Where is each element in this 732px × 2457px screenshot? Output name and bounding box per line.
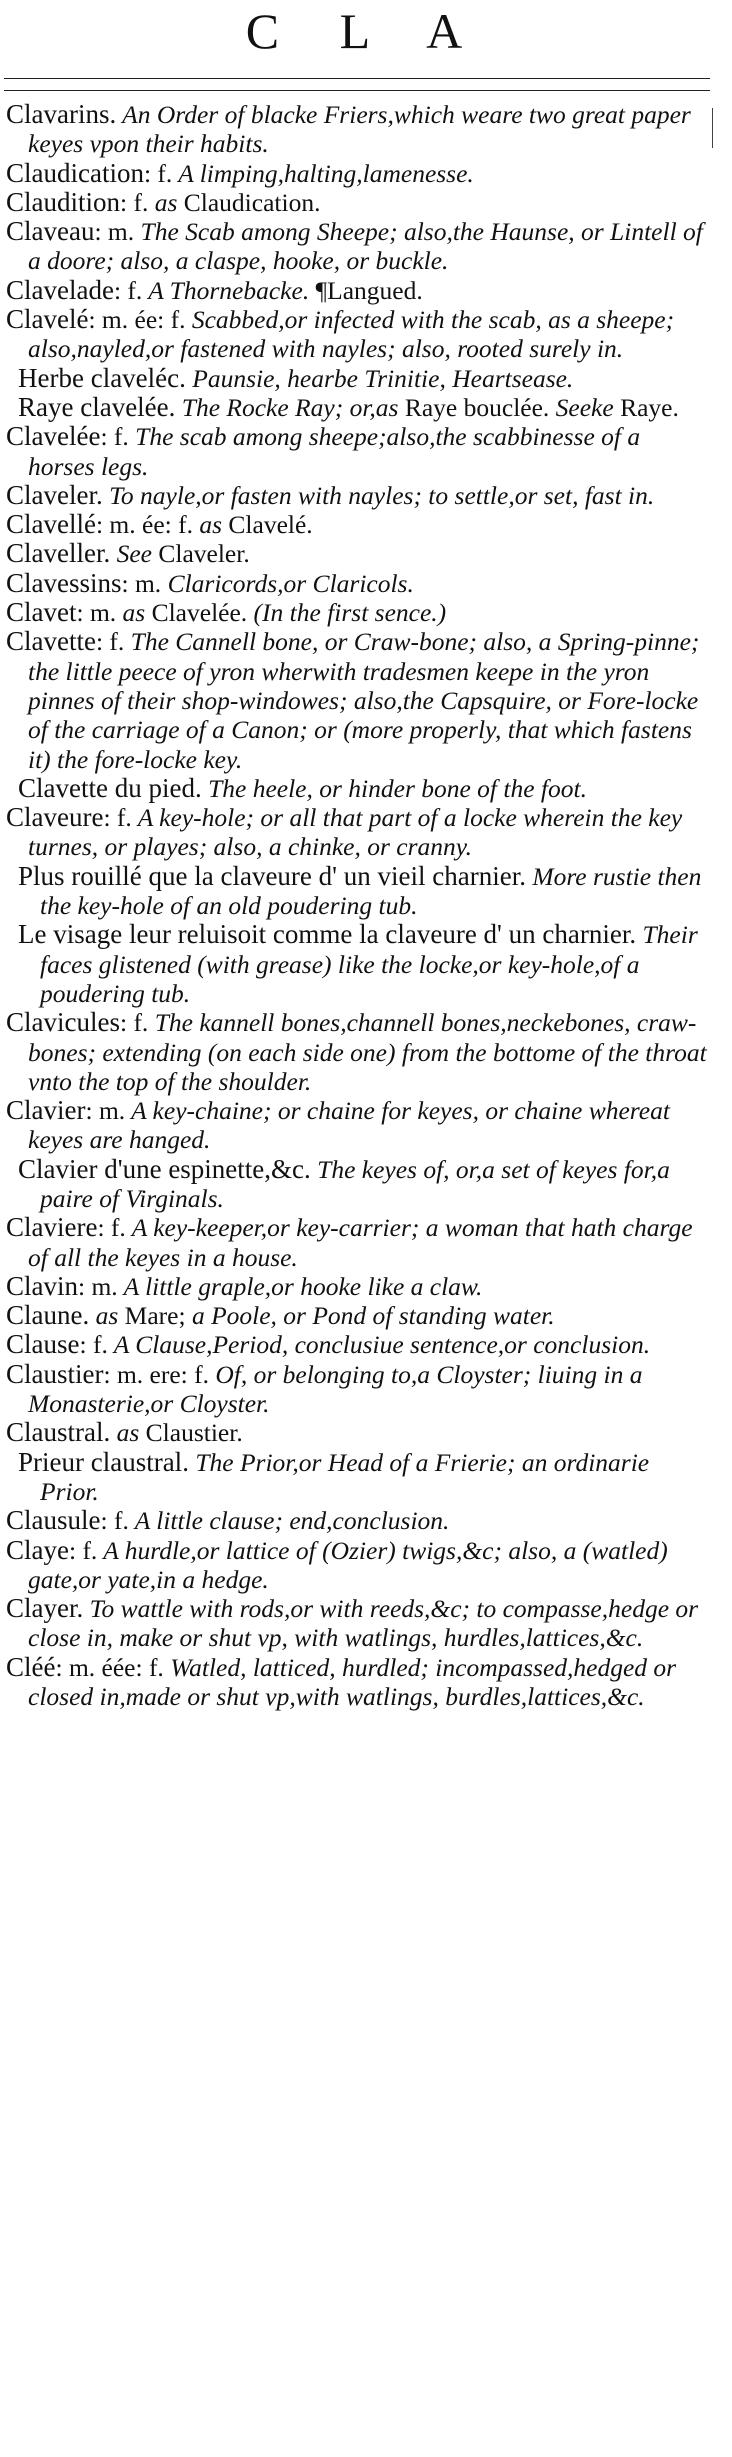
dictionary-entry bbox=[6, 567, 708, 598]
headword: Raye clavelée. bbox=[18, 391, 176, 422]
definition: The Prior,or Head of a Frierie; an ordinarie Prior. bbox=[40, 1447, 650, 1506]
headword: Claviere bbox=[6, 1212, 98, 1243]
headword: Cléé bbox=[6, 1651, 56, 1682]
dictionary-entry bbox=[6, 1270, 708, 1301]
cross-reference: Clavelée. bbox=[145, 598, 248, 628]
definition: A key-chaine; or chaine for keyes, or chaine whereat keyes are hanged. bbox=[28, 1096, 670, 1155]
headword: Clavelée bbox=[6, 421, 101, 452]
definition: The heele, or hinder bone of the foot. bbox=[201, 773, 587, 803]
dictionary-entry bbox=[6, 304, 708, 364]
definition: More rustie then the key-hole of an old poudering tub. bbox=[40, 861, 702, 921]
grammar-note: : f. bbox=[143, 158, 173, 188]
grammar-note: : f. bbox=[68, 1535, 98, 1565]
grammar-note: : f. bbox=[100, 422, 129, 452]
dictionary-entry bbox=[6, 157, 708, 188]
headword: Le visage leur reluisoit comme la claveure d' un charnier. bbox=[18, 919, 637, 950]
headword: Claveler. bbox=[6, 479, 103, 510]
grammar-note: : m. bbox=[94, 217, 135, 247]
definition: A limping,halting,lamenesse. bbox=[172, 158, 474, 188]
grammar-note: : m. bbox=[85, 1096, 126, 1126]
dictionary-entry bbox=[6, 1095, 708, 1155]
dictionary-entry bbox=[6, 421, 708, 481]
headword: Clause bbox=[6, 1329, 80, 1360]
running-head: C L A bbox=[245, 3, 487, 59]
definition: as bbox=[116, 598, 146, 628]
headword: Claudition bbox=[6, 186, 120, 217]
cross-reference: Claveler. bbox=[151, 539, 250, 569]
grammar-note: : f. bbox=[97, 1213, 126, 1243]
definition: A hurdle,or lattice of (Ozier) twigs,&c; also, a (watled) gate,or yate,in a hedge. bbox=[28, 1535, 668, 1594]
headword: Clavicules bbox=[6, 1007, 120, 1038]
headword: Clavarins. bbox=[6, 99, 117, 129]
definition: A Thornebacke. bbox=[142, 275, 310, 305]
headword: Claye bbox=[6, 1534, 69, 1565]
cross-reference: Claudication. bbox=[177, 187, 321, 217]
dictionary-entry bbox=[6, 626, 708, 774]
headword: Clausule bbox=[6, 1505, 101, 1536]
headword: Clavellé bbox=[6, 509, 96, 540]
headword: Clavelade bbox=[6, 274, 114, 305]
dictionary-entry bbox=[6, 1300, 708, 1331]
definition-continued: a Poole, or Pond of standing water. bbox=[185, 1301, 555, 1331]
headword: Clavier d'une espinette,&c. bbox=[18, 1153, 311, 1184]
sub-entry bbox=[18, 919, 708, 1008]
cross-reference: Clavelé. bbox=[222, 510, 313, 540]
definition-continued: (In the first sence.) bbox=[247, 598, 447, 628]
headword: Clavin bbox=[6, 1270, 78, 1301]
grammar-note: : m. ée: f. bbox=[95, 510, 193, 540]
definition: A little clause; end,conclusion. bbox=[128, 1506, 450, 1536]
headword: Prieur claustral. bbox=[18, 1446, 189, 1477]
definition: Watled, latticed, hurdled; incompassed,hedged or closed in,made or shut vp,with watlings, burdles,lattices,&c. bbox=[28, 1652, 677, 1712]
headword: Claveure bbox=[6, 802, 104, 833]
margin-mark bbox=[712, 108, 713, 148]
headword: Clavessins bbox=[6, 567, 122, 598]
grammar-note: : m. bbox=[76, 598, 117, 628]
dictionary-entry bbox=[6, 1417, 708, 1448]
dictionary-entry bbox=[6, 1534, 708, 1595]
grammar-note: : f. bbox=[120, 187, 149, 217]
cross-reference: Claustier. bbox=[139, 1418, 243, 1448]
definition: The kannell bones,channell bones,neckebones, craw-bones; extending (on each side one) from the bottome of the throat vnto the top of the shoulder. bbox=[28, 1008, 707, 1096]
grammar-note: : f. bbox=[103, 803, 132, 833]
definition: To nayle,or fasten with nayles; to settle,or set, fast in. bbox=[102, 480, 655, 510]
cross-reference: Raye bouclée. bbox=[398, 392, 550, 422]
headword: Clavette du pied. bbox=[18, 772, 202, 803]
definition: Claricords,or Claricols. bbox=[161, 568, 414, 598]
definition: The scab among sheepe;also,the scabbinesse of a horses legs. bbox=[28, 422, 641, 481]
headword: Clavet bbox=[6, 597, 77, 628]
definition: as bbox=[110, 1418, 140, 1448]
grammar-note: : m. ée: f. bbox=[88, 305, 186, 335]
header-rule-bottom bbox=[4, 90, 710, 91]
cross-reference: Mare; bbox=[118, 1301, 186, 1331]
definition: as bbox=[148, 187, 178, 217]
header-rule-top bbox=[4, 78, 710, 79]
sub-entry bbox=[18, 362, 708, 393]
cross-reference: ¶Langued. bbox=[309, 275, 423, 305]
headword: Clavelé bbox=[6, 304, 89, 335]
definition: A key-keeper,or key-carrier; a woman that hath charge of all the keyes in a house. bbox=[28, 1213, 693, 1272]
definition: The Scab among Sheepe; also,the Haunse, or Lintell of a doore; also, a claspe, hooke, or buckle. bbox=[28, 217, 703, 276]
headword: Herbe claveléc. bbox=[18, 362, 186, 393]
dictionary-entry bbox=[6, 509, 708, 540]
headword: Clavier bbox=[6, 1095, 86, 1126]
definition: A little graple,or hooke like a claw. bbox=[117, 1271, 483, 1301]
definition: Their faces glistened (with grease) like the locke,or key-hole,of a poudering tub. bbox=[40, 920, 698, 1008]
definition: Scabbed,or infected with the scab, as a sheepe; also,nayled,or fastened with nayles; also, rooted surely in. bbox=[28, 305, 675, 364]
dictionary-entry bbox=[6, 1007, 708, 1096]
grammar-note: : m. ere: f. bbox=[103, 1359, 209, 1389]
grammar-note: : m. bbox=[121, 568, 162, 598]
definition: The keyes of, or,a set of keyes for,a paire of Virginals. bbox=[40, 1154, 670, 1213]
dictionary-entry bbox=[6, 186, 708, 217]
cross-reference-2: Raye. bbox=[613, 392, 679, 422]
definition: The Cannell bone, or Craw-bone; also, a Spring-pinne; the little peece of yron wherwith tradesmen keepe in the yron pinnes of their shop-windowes; also,the Capsquire, or Fore-locke of the carriage of a Canon; or (more properly, that which fastens it) the fore-locke key. bbox=[28, 627, 700, 774]
dictionary-entry bbox=[6, 538, 708, 569]
dictionary-entry bbox=[6, 1651, 708, 1712]
dictionary-entry bbox=[6, 99, 708, 159]
grammar-note: : f. bbox=[95, 627, 125, 657]
dictionary-entry bbox=[6, 1505, 708, 1536]
sub-entry bbox=[18, 1446, 708, 1507]
sub-entry bbox=[18, 391, 708, 422]
definition-continued: Seeke bbox=[549, 392, 614, 422]
grammar-note: : f. bbox=[113, 275, 143, 305]
definition: The Rocke Ray; or,as bbox=[175, 392, 399, 422]
definition: See bbox=[110, 539, 152, 569]
dictionary-entry bbox=[6, 216, 708, 276]
dictionary-entry bbox=[6, 802, 708, 862]
dictionary-entry bbox=[6, 479, 708, 510]
dictionary-entry bbox=[6, 1212, 708, 1272]
dictionary-entry bbox=[6, 274, 708, 305]
headword: Clayer. bbox=[6, 1593, 84, 1624]
dictionary-entry bbox=[6, 597, 708, 628]
headword: Claveau bbox=[6, 216, 95, 247]
grammar-note: : m. bbox=[78, 1271, 118, 1301]
headword: Claustier bbox=[6, 1358, 104, 1389]
definition: Of, or belonging to,a Cloyster; liuing in a Monasterie,or Cloyster. bbox=[28, 1359, 643, 1419]
definition: An Order of blacke Friers,which weare two great paper keyes vpon their habits. bbox=[28, 100, 691, 159]
dictionary-entry bbox=[6, 1329, 708, 1360]
grammar-note: : f. bbox=[119, 1008, 149, 1038]
definition: A key-hole; or all that part of a locke wherein the key turnes, or playes; also, a chinke, or cranny. bbox=[28, 803, 683, 862]
headword: Claudication bbox=[6, 157, 144, 188]
definition: as bbox=[192, 510, 223, 540]
dictionary-entry bbox=[6, 1593, 708, 1653]
headword: Clavette bbox=[6, 626, 96, 657]
definition: A Clause,Period, conclusiue sentence,or conclusion. bbox=[107, 1330, 651, 1360]
headword: Plus rouillé que la claveure d' un vieil charnier. bbox=[18, 860, 526, 891]
definition: as bbox=[89, 1301, 119, 1331]
entries-column bbox=[6, 100, 708, 1711]
headword: Claveller. bbox=[6, 538, 111, 569]
grammar-note: : f. bbox=[79, 1330, 108, 1360]
headword: Claune. bbox=[6, 1300, 90, 1331]
headword: Claustral. bbox=[6, 1417, 111, 1448]
sub-entry bbox=[18, 1153, 708, 1214]
sub-entry bbox=[18, 772, 708, 803]
grammar-note: : m. éée: f. bbox=[55, 1652, 164, 1682]
dictionary-entry bbox=[6, 1358, 708, 1419]
definition: To wattle with rods,or with reeds,&c; to compasse,hedge or close in, make or shut vp, with watlings, hurdles,lattices,&c. bbox=[28, 1594, 699, 1653]
grammar-note: : f. bbox=[100, 1506, 129, 1536]
definition: Paunsie, hearbe Trinitie, Heartsease. bbox=[185, 363, 574, 393]
sub-entry bbox=[18, 860, 708, 921]
